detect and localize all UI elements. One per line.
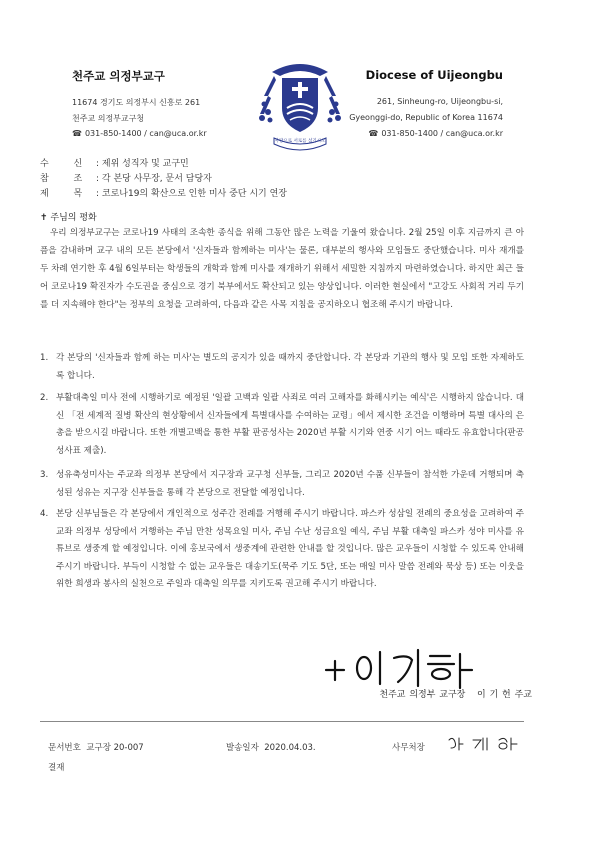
list-item-text: 부활대축일 미사 전에 시행하기로 예정된 '일괄 고백과 일괄 사죄로 여러 고해자를 화해시키는 예식'은 시행하지 않습니다. 대신 「전 세계적 질병 확산의 현상황에서 신자들에게 특별대사를 수여하는 교령」에서 제시한 조건을 이행하며 특별 대사의 은총을 받으시길 바랍니다. 또한 개별고백을 통한 부활 판공성사는 2020년 부활 시기와 연중 시기 어느 때라도 유효합니다(판공성사표 제출).	[56, 393, 524, 456]
contact-left-text: 031-850-1400 / can@uca.or.kr	[84, 129, 207, 138]
recipient-row	[40, 156, 189, 169]
footer-divider	[40, 721, 524, 722]
send-date-value: 2020.04.03.	[264, 743, 316, 753]
greeting: ✝ 주님의 평화	[40, 213, 97, 223]
bishop-signature-icon	[322, 644, 482, 690]
body-paragraph: 우리 의정부교구는 코로나19 사태의 조속한 종식을 위해 그동안 많은 노력을 기울여 왔습니다. 2월 25일 이후 지금까지 큰 아픔을 감내하며 교구 내의 모든 본당에서 '신자들과 함께하는 미사'는 물론, 대부분의 행사와 모임들도 중단했습니다. 미사 재개를 두 차례 연기한 후 4월 6일부터는 학생들의 개학과 함께 미사를 재개하기 위해서 세밀한 지침까지 마련하였습니다. 하지만 최근 들어 코로나19 확진자가 수도권을 중심으로 경기 북부에서도 확산되고 있는 양상입니다. 이러한 현실에서 "고강도 사회적 거리 두기를 더 지속해야 한다"는 정부의 요청을 고려하여, 다음과 같은 사목 지침을 공지하오니 협조해 주시기 바랍니다.	[40, 228, 524, 310]
address-korean-line1: 11674 경기도 의정부시 신흥로 261	[72, 98, 201, 107]
subject-label: 제 목	[40, 189, 83, 199]
address-english-line2: Gyeonggi-do, Republic of Korea 11674	[349, 113, 503, 122]
subject-row	[40, 186, 287, 199]
list-item	[40, 390, 524, 460]
contact-left	[72, 129, 207, 138]
address-english-line1: 261, Sinheung-ro, Uijeongbu-si,	[376, 97, 503, 106]
approval-label: 결재	[48, 763, 65, 773]
address-korean-line2: 천주교 의정부교구청	[72, 114, 145, 123]
list-item-number: 2.	[40, 393, 49, 403]
send-date-label: 발송일자	[226, 743, 259, 753]
list-item-number: 3.	[40, 470, 49, 480]
list-item-text: 본당 신부님들은 각 본당에서 개인적으로 성주간 전례를 거행해 주시기 바랍니다. 파스카 성삼일 전례의 중요성을 고려하여 주교좌 의정부 성당에서 거행하는 주님 만찬 성목요일 미사, 주님 수난 성금요일 예식, 주님 부활 대축일 파스카 성야 미사를 유튜브로 생중계 할 예정입니다. 이에 홍보국에서 생중계에 관련한 안내를 할 것입니다. 많은 교우들이 시청할 수 있도록 안내해 주시기 바랍니다. 부득이 시청할 수 없는 교우들은 대송기도(묵주 기도 5단, 또는 매일 미사 말씀 전례와 묵상 등) 또는 이웃을 위한 희생과 봉사의 실천으로 주일과 대축일 의무를 지키도록 권고해 주시기 바랍니다.	[56, 509, 524, 589]
list-item	[40, 506, 524, 594]
list-item-number: 1.	[40, 353, 49, 363]
recipient-value: : 제위 성직자 및 교구민	[96, 159, 189, 169]
list-item-text: 각 본당의 '신자들과 함께 하는 미사'는 별도의 공지가 있을 때까지 중단합니다. 각 본당과 기관의 행사 및 모임 또한 자제하도록 합니다.	[56, 353, 524, 381]
list-item-number: 4.	[40, 509, 49, 519]
list-item	[40, 467, 524, 502]
diocese-name-korean: 천주교 의정부교구	[72, 69, 165, 83]
office-chief-label: 사무처장	[392, 743, 425, 753]
seal-motto: 사랑으로 서로를 섬기시오	[274, 139, 326, 144]
recipient-label: 수 신	[40, 159, 83, 169]
contact-right-text: 031-850-1400 / can@uca.or.kr	[381, 129, 503, 138]
list-item	[40, 350, 524, 385]
reference-label: 참 조	[40, 174, 83, 184]
list-item-text: 성유축성미사는 주교좌 의정부 본당에서 지구장과 교구청 신부들, 그리고 2020년 수품 신부들이 참석한 가운데 거행되며 축성된 성유는 지구장 신부들을 통해 각 본당으로 전달할 예정입니다.	[56, 470, 524, 498]
office-chief-signature-icon	[447, 734, 523, 754]
contact-right	[368, 129, 503, 138]
reference-row	[40, 171, 212, 184]
doc-number	[48, 741, 144, 753]
doc-number-value: 교구장 20-007	[86, 743, 144, 753]
diocese-name-english: Diocese of Uijeongbu	[365, 68, 503, 82]
doc-number-label: 문서번호	[48, 743, 81, 753]
reference-value: : 각 본당 사무장, 문서 담당자	[96, 174, 212, 184]
signer-name: 천주교 의정부 교구장 이 기 헌 주교	[379, 690, 532, 700]
phone-icon: ☎	[72, 129, 82, 138]
subject-value: : 코로나19의 확산으로 인한 미사 중단 시기 연장	[96, 189, 288, 199]
phone-icon: ☎	[368, 129, 379, 138]
send-date	[226, 741, 316, 753]
